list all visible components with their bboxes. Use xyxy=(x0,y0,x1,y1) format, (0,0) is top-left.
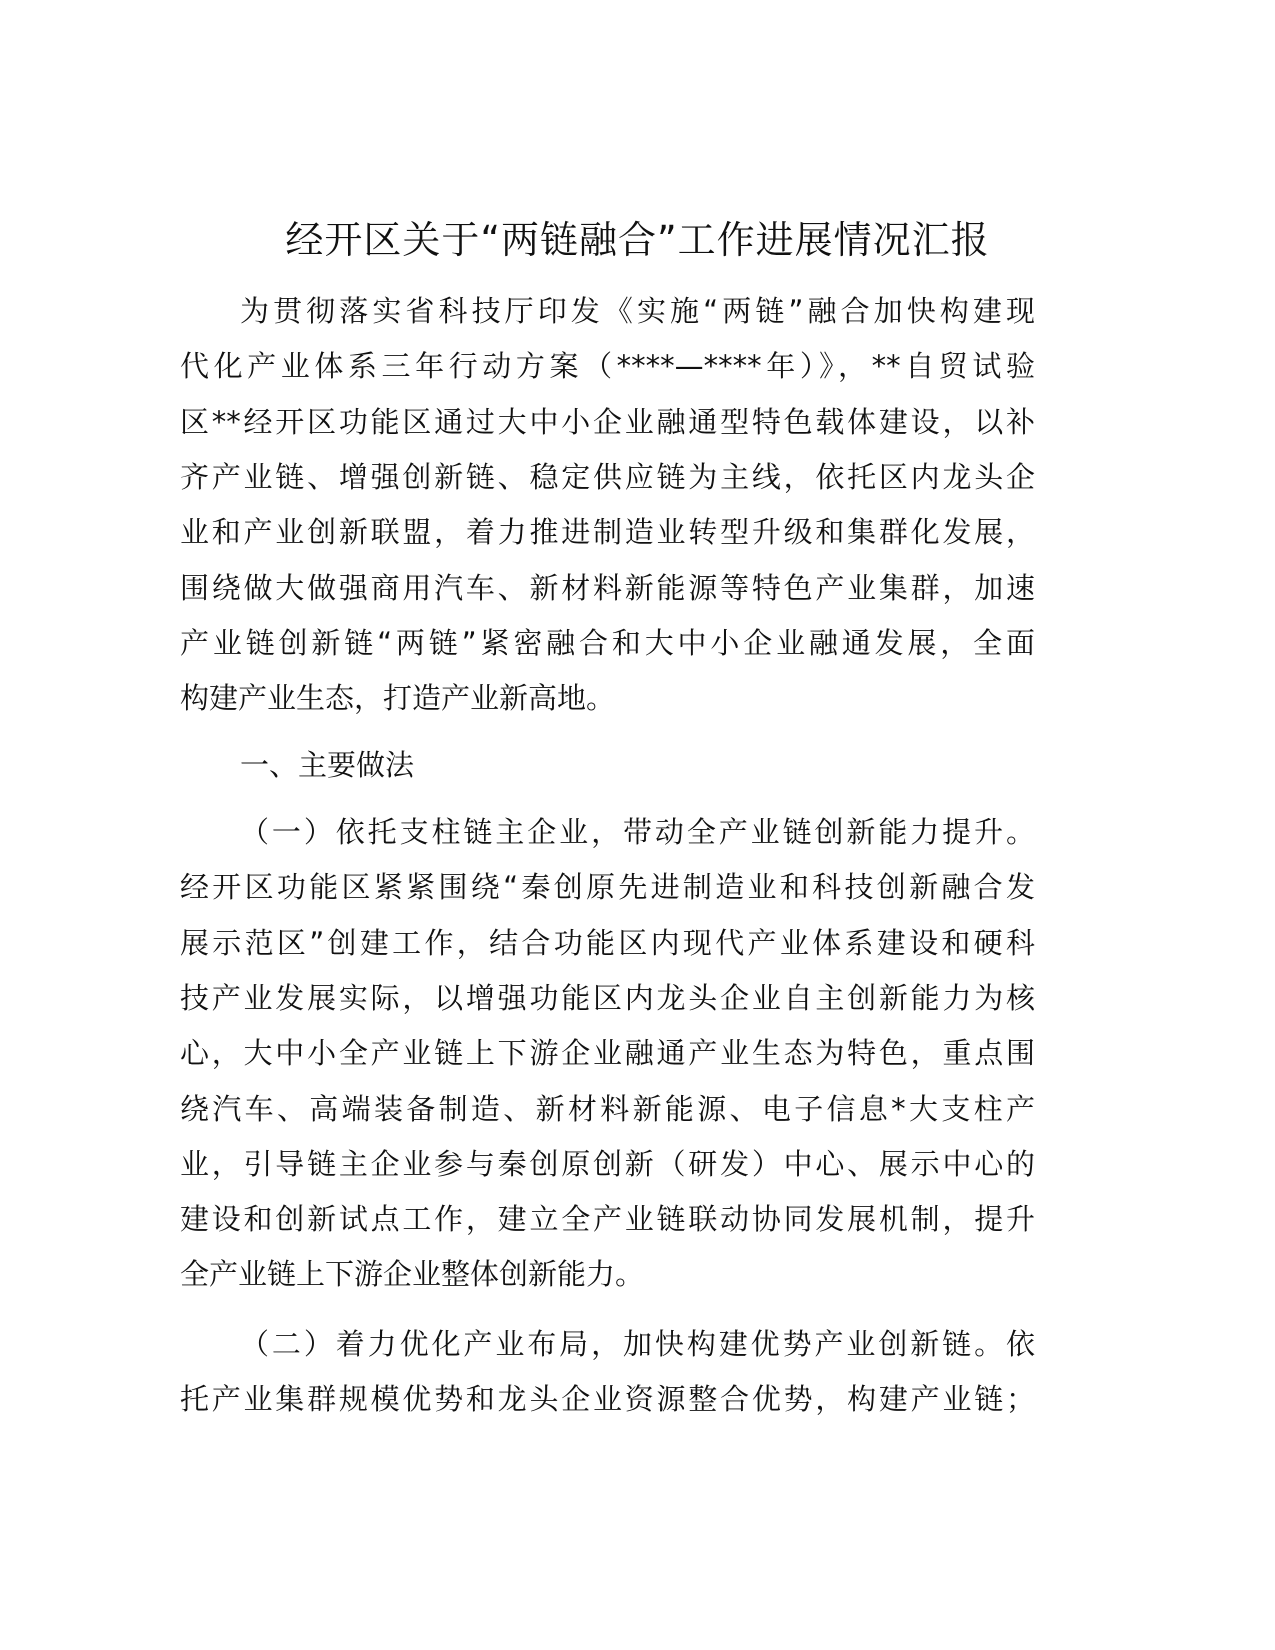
paragraph-line: 展示范区”创建工作，结合功能区内现代产业体系建设和硬科 xyxy=(180,925,1035,960)
paragraph-line: 托产业集群规模优势和龙头企业资源整合优势，构建产业链； xyxy=(180,1382,1035,1417)
paragraph-line: 业和产业创新联盟，着力推进制造业转型升级和集群化发展， xyxy=(180,515,1035,550)
paragraph-line: 区**经开区功能区通过大中小企业融通型特色载体建设，以补 xyxy=(180,404,1035,439)
section-heading: 一、主要做法 xyxy=(240,748,415,782)
paragraph-line: 产业链创新链“两链”紧密融合和大中小企业融通发展，全面 xyxy=(180,625,1035,660)
paragraph-line: 业，引导链主企业参与秦创原创新（研发）中心、展示中心的 xyxy=(180,1146,1035,1181)
paragraph-line: （二）着力优化产业布局，加快构建优势产业创新链。依 xyxy=(240,1327,1035,1361)
document-title: 经开区关于“两链融合”工作进展情况汇报 xyxy=(285,218,990,262)
paragraph-line: 建设和创新试点工作，建立全产业链联动协同发展机制，提升 xyxy=(180,1202,1035,1237)
paragraph-line: 齐产业链、增强创新链、稳定供应链为主线，依托区内龙头企 xyxy=(180,459,1035,494)
paragraph-line: 围绕做大做强商用汽车、新材料新能源等特色产业集群，加速 xyxy=(180,570,1035,605)
paragraph-line: 技产业发展实际，以增强功能区内龙头企业自主创新能力为核 xyxy=(180,980,1035,1015)
paragraph-line: （一）依托支柱链主企业，带动全产业链创新能力提升。 xyxy=(240,815,1035,849)
paragraph-line: 为贯彻落实省科技厅印发《实施“两链”融合加快构建现 xyxy=(240,294,1035,328)
paragraph-line: 经开区功能区紧紧围绕“秦创原先进制造业和科技创新融合发 xyxy=(180,870,1035,905)
paragraph-line: 心，大中小全产业链上下游企业融通产业生态为特色，重点围 xyxy=(180,1036,1035,1071)
paragraph-line: 绕汽车、高端装备制造、新材料新能源、电子信息*大支柱产 xyxy=(180,1091,1035,1126)
paragraph-line: 全产业链上下游企业整体创新能力。 xyxy=(180,1257,645,1292)
paragraph-line: 代化产业体系三年行动方案（****—****年）》，**自贸试验 xyxy=(180,349,1035,384)
paragraph-line: 构建产业生态，打造产业新高地。 xyxy=(180,681,616,716)
